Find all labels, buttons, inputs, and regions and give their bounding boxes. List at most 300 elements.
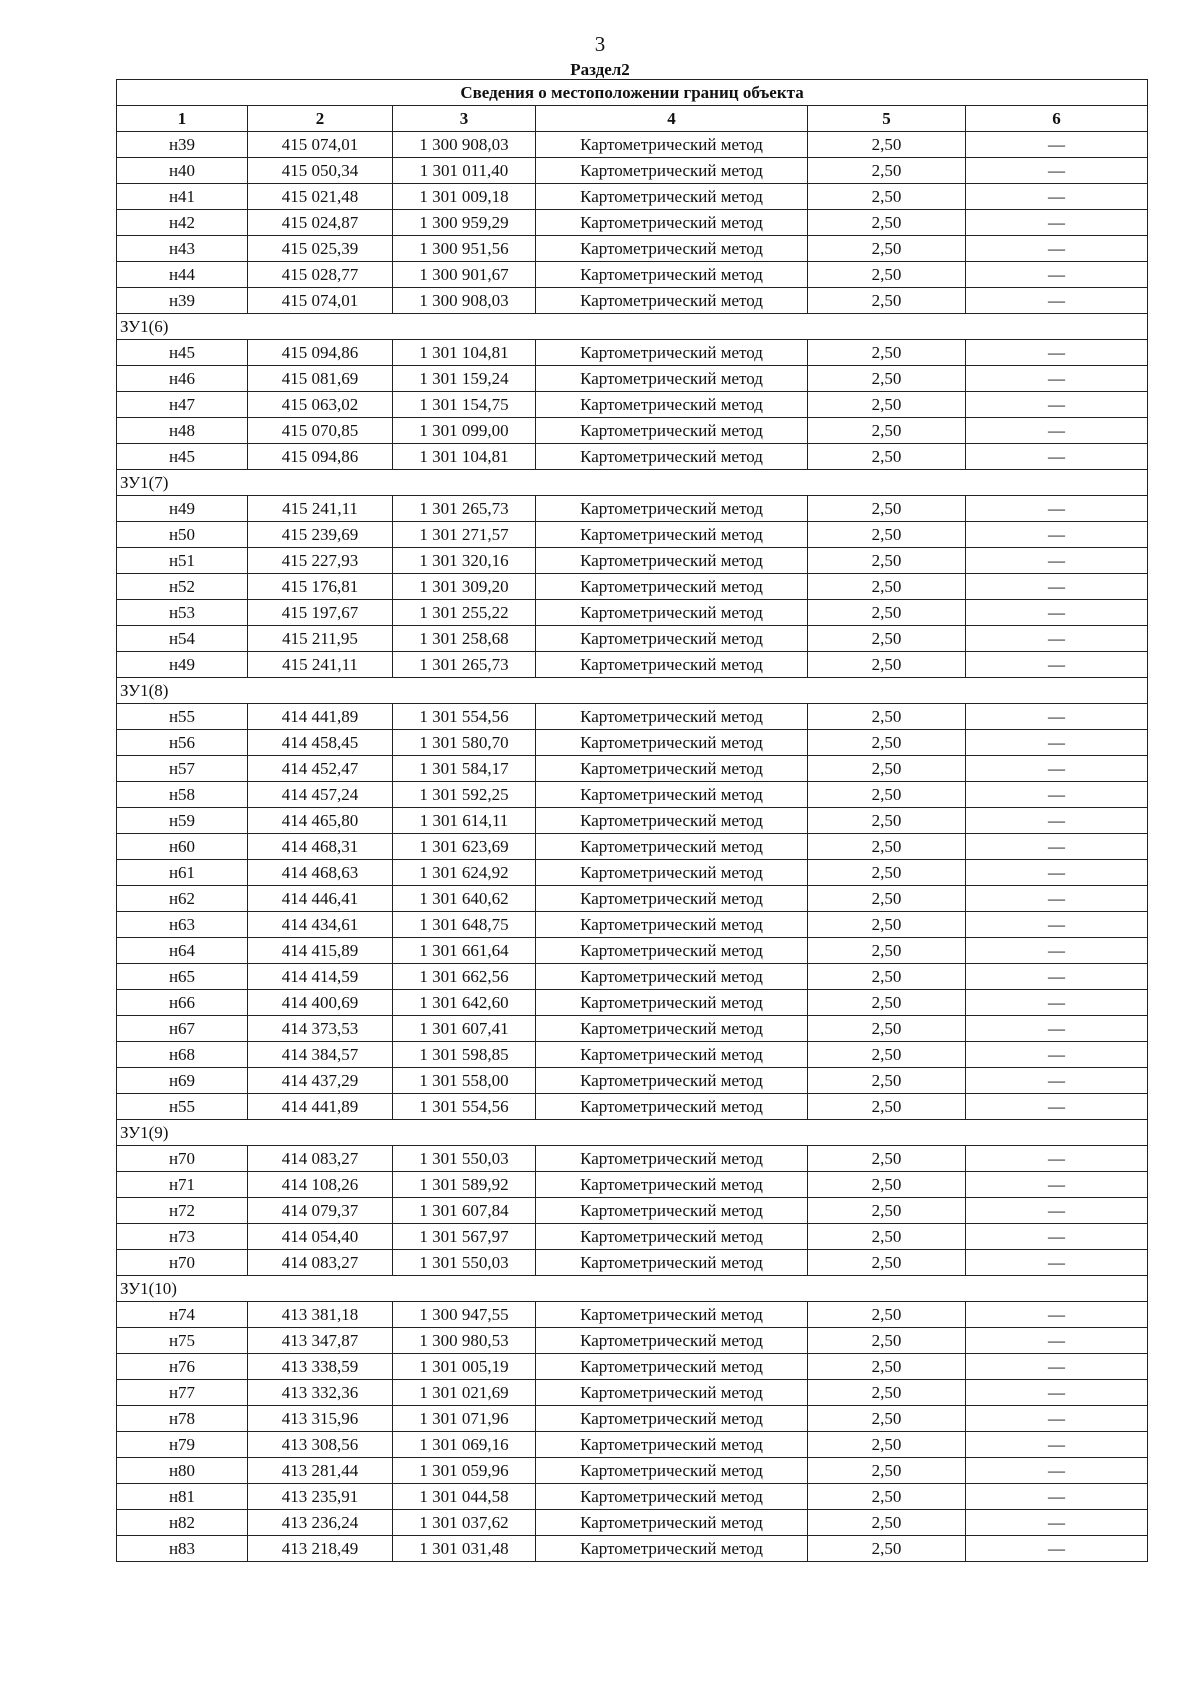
method-cell: Картометрический метод	[536, 210, 808, 236]
precision-cell: 2,50	[808, 1328, 966, 1354]
coordinate-x-cell: 414 083,27	[248, 1250, 393, 1276]
method-cell: Картометрический метод	[536, 600, 808, 626]
point-number-cell: н70	[117, 1146, 248, 1172]
point-number-cell: н43	[117, 236, 248, 262]
precision-cell: 2,50	[808, 1380, 966, 1406]
coordinate-y-cell: 1 301 154,75	[393, 392, 536, 418]
coordinate-y-cell: 1 301 005,19	[393, 1354, 536, 1380]
method-cell: Картометрический метод	[536, 834, 808, 860]
precision-cell: 2,50	[808, 1094, 966, 1120]
method-cell: Картометрический метод	[536, 938, 808, 964]
method-cell: Картометрический метод	[536, 1432, 808, 1458]
precision-cell: 2,50	[808, 652, 966, 678]
coordinate-x-cell: 413 308,56	[248, 1432, 393, 1458]
table-row	[117, 1172, 1148, 1198]
method-cell: Картометрический метод	[536, 626, 808, 652]
point-number-cell: н74	[117, 1302, 248, 1328]
coordinate-x-cell: 415 211,95	[248, 626, 393, 652]
coordinate-y-cell: 1 301 104,81	[393, 340, 536, 366]
table-row	[117, 1458, 1148, 1484]
point-number-cell: н70	[117, 1250, 248, 1276]
point-number-cell: н71	[117, 1172, 248, 1198]
description-cell: —	[966, 392, 1148, 418]
precision-cell: 2,50	[808, 236, 966, 262]
coordinate-y-cell: 1 301 071,96	[393, 1406, 536, 1432]
precision-cell: 2,50	[808, 730, 966, 756]
table-row	[117, 1250, 1148, 1276]
group-label: ЗУ1(7)	[117, 470, 1148, 496]
description-cell: —	[966, 1484, 1148, 1510]
precision-cell: 2,50	[808, 808, 966, 834]
table-row	[117, 392, 1148, 418]
coordinate-y-cell: 1 300 908,03	[393, 132, 536, 158]
table-row	[117, 1484, 1148, 1510]
precision-cell: 2,50	[808, 782, 966, 808]
table-row	[117, 990, 1148, 1016]
description-cell: —	[966, 1302, 1148, 1328]
precision-cell: 2,50	[808, 990, 966, 1016]
point-number-cell: н52	[117, 574, 248, 600]
coordinate-y-cell: 1 301 271,57	[393, 522, 536, 548]
column-header: 4	[536, 106, 808, 132]
coordinate-x-cell: 414 468,31	[248, 834, 393, 860]
point-number-cell: н78	[117, 1406, 248, 1432]
column-header-row	[117, 106, 1148, 132]
coordinate-y-cell: 1 301 607,84	[393, 1198, 536, 1224]
table-body	[117, 80, 1148, 1562]
coordinate-x-cell: 413 338,59	[248, 1354, 393, 1380]
table-row	[117, 418, 1148, 444]
table-row	[117, 288, 1148, 314]
precision-cell: 2,50	[808, 1172, 966, 1198]
column-header: 3	[393, 106, 536, 132]
table-row	[117, 1042, 1148, 1068]
coordinate-x-cell: 414 452,47	[248, 756, 393, 782]
coordinate-y-cell: 1 301 592,25	[393, 782, 536, 808]
coordinate-x-cell: 413 315,96	[248, 1406, 393, 1432]
method-cell: Картометрический метод	[536, 756, 808, 782]
point-number-cell: н67	[117, 1016, 248, 1042]
coordinate-x-cell: 414 437,29	[248, 1068, 393, 1094]
description-cell: —	[966, 626, 1148, 652]
coordinate-x-cell: 414 414,59	[248, 964, 393, 990]
method-cell: Картометрический метод	[536, 1302, 808, 1328]
table-row	[117, 1432, 1148, 1458]
coordinate-y-cell: 1 301 011,40	[393, 158, 536, 184]
coordinate-x-cell: 415 227,93	[248, 548, 393, 574]
coordinate-x-cell: 414 434,61	[248, 912, 393, 938]
page-number: 3	[594, 32, 606, 56]
point-number-cell: н42	[117, 210, 248, 236]
point-number-cell: н63	[117, 912, 248, 938]
coordinate-x-cell: 415 070,85	[248, 418, 393, 444]
precision-cell: 2,50	[808, 912, 966, 938]
precision-cell: 2,50	[808, 1458, 966, 1484]
method-cell: Картометрический метод	[536, 132, 808, 158]
point-number-cell: н76	[117, 1354, 248, 1380]
coordinate-y-cell: 1 300 947,55	[393, 1302, 536, 1328]
table-row	[117, 132, 1148, 158]
precision-cell: 2,50	[808, 1536, 966, 1562]
point-number-cell: н73	[117, 1224, 248, 1250]
method-cell: Картометрический метод	[536, 1510, 808, 1536]
coordinate-y-cell: 1 300 980,53	[393, 1328, 536, 1354]
description-cell: —	[966, 704, 1148, 730]
coordinate-y-cell: 1 301 258,68	[393, 626, 536, 652]
coordinate-x-cell: 414 054,40	[248, 1224, 393, 1250]
coordinate-x-cell: 415 074,01	[248, 288, 393, 314]
coordinate-y-cell: 1 301 624,92	[393, 860, 536, 886]
column-header: 1	[117, 106, 248, 132]
point-number-cell: н62	[117, 886, 248, 912]
coordinate-y-cell: 1 301 554,56	[393, 1094, 536, 1120]
table-row	[117, 236, 1148, 262]
description-cell: —	[966, 1198, 1148, 1224]
description-cell: —	[966, 496, 1148, 522]
precision-cell: 2,50	[808, 1406, 966, 1432]
description-cell: —	[966, 782, 1148, 808]
coordinate-x-cell: 414 373,53	[248, 1016, 393, 1042]
point-number-cell: н45	[117, 444, 248, 470]
column-header: 2	[248, 106, 393, 132]
coordinate-x-cell: 414 415,89	[248, 938, 393, 964]
coordinate-x-cell: 414 458,45	[248, 730, 393, 756]
method-cell: Картометрический метод	[536, 912, 808, 938]
table-row	[117, 340, 1148, 366]
coordinate-y-cell: 1 301 044,58	[393, 1484, 536, 1510]
description-cell: —	[966, 1432, 1148, 1458]
coordinate-x-cell: 415 081,69	[248, 366, 393, 392]
description-cell: —	[966, 652, 1148, 678]
group-label: ЗУ1(6)	[117, 314, 1148, 340]
method-cell: Картометрический метод	[536, 1484, 808, 1510]
point-number-cell: н60	[117, 834, 248, 860]
point-number-cell: н56	[117, 730, 248, 756]
coordinate-y-cell: 1 300 908,03	[393, 288, 536, 314]
coordinate-y-cell: 1 301 640,62	[393, 886, 536, 912]
coordinate-y-cell: 1 301 099,00	[393, 418, 536, 444]
description-cell: —	[966, 1328, 1148, 1354]
precision-cell: 2,50	[808, 522, 966, 548]
description-cell: —	[966, 938, 1148, 964]
method-cell: Картометрический метод	[536, 782, 808, 808]
precision-cell: 2,50	[808, 184, 966, 210]
point-number-cell: н72	[117, 1198, 248, 1224]
group-header-row	[117, 470, 1148, 496]
precision-cell: 2,50	[808, 548, 966, 574]
table-row	[117, 1016, 1148, 1042]
point-number-cell: н59	[117, 808, 248, 834]
coordinate-y-cell: 1 300 901,67	[393, 262, 536, 288]
method-cell: Картометрический метод	[536, 1094, 808, 1120]
table-row	[117, 184, 1148, 210]
coordinate-x-cell: 413 235,91	[248, 1484, 393, 1510]
method-cell: Картометрический метод	[536, 548, 808, 574]
table-row	[117, 730, 1148, 756]
precision-cell: 2,50	[808, 1224, 966, 1250]
description-cell: —	[966, 158, 1148, 184]
description-cell: —	[966, 886, 1148, 912]
description-cell: —	[966, 340, 1148, 366]
table-row	[117, 626, 1148, 652]
precision-cell: 2,50	[808, 1250, 966, 1276]
table-row	[117, 808, 1148, 834]
table-row	[117, 1094, 1148, 1120]
coordinate-x-cell: 415 024,87	[248, 210, 393, 236]
coordinate-x-cell: 414 108,26	[248, 1172, 393, 1198]
point-number-cell: н65	[117, 964, 248, 990]
precision-cell: 2,50	[808, 288, 966, 314]
coordinate-y-cell: 1 301 642,60	[393, 990, 536, 1016]
table-row	[117, 1224, 1148, 1250]
precision-cell: 2,50	[808, 860, 966, 886]
method-cell: Картометрический метод	[536, 1536, 808, 1562]
table-row	[117, 886, 1148, 912]
group-header-row	[117, 678, 1148, 704]
method-cell: Картометрический метод	[536, 704, 808, 730]
method-cell: Картометрический метод	[536, 860, 808, 886]
description-cell: —	[966, 1406, 1148, 1432]
table-row	[117, 652, 1148, 678]
coordinate-y-cell: 1 301 159,24	[393, 366, 536, 392]
coordinate-x-cell: 415 176,81	[248, 574, 393, 600]
point-number-cell: н69	[117, 1068, 248, 1094]
table-row	[117, 444, 1148, 470]
description-cell: —	[966, 990, 1148, 1016]
description-cell: —	[966, 860, 1148, 886]
precision-cell: 2,50	[808, 1042, 966, 1068]
description-cell: —	[966, 418, 1148, 444]
table-row	[117, 262, 1148, 288]
description-cell: —	[966, 1016, 1148, 1042]
group-header-row	[117, 314, 1148, 340]
precision-cell: 2,50	[808, 600, 966, 626]
precision-cell: 2,50	[808, 1198, 966, 1224]
description-cell: —	[966, 1094, 1148, 1120]
precision-cell: 2,50	[808, 158, 966, 184]
method-cell: Картометрический метод	[536, 1328, 808, 1354]
method-cell: Картометрический метод	[536, 1042, 808, 1068]
boundary-coordinates-table	[116, 79, 1148, 1562]
precision-cell: 2,50	[808, 392, 966, 418]
point-number-cell: н40	[117, 158, 248, 184]
precision-cell: 2,50	[808, 1146, 966, 1172]
precision-cell: 2,50	[808, 574, 966, 600]
point-number-cell: н57	[117, 756, 248, 782]
point-number-cell: н54	[117, 626, 248, 652]
description-cell: —	[966, 288, 1148, 314]
group-header-row	[117, 1276, 1148, 1302]
table-row	[117, 912, 1148, 938]
method-cell: Картометрический метод	[536, 366, 808, 392]
description-cell: —	[966, 964, 1148, 990]
method-cell: Картометрический метод	[536, 1068, 808, 1094]
precision-cell: 2,50	[808, 210, 966, 236]
description-cell: —	[966, 1172, 1148, 1198]
point-number-cell: н50	[117, 522, 248, 548]
precision-cell: 2,50	[808, 366, 966, 392]
coordinate-y-cell: 1 301 648,75	[393, 912, 536, 938]
table-row	[117, 1406, 1148, 1432]
point-number-cell: н58	[117, 782, 248, 808]
method-cell: Картометрический метод	[536, 1380, 808, 1406]
method-cell: Картометрический метод	[536, 990, 808, 1016]
method-cell: Картометрический метод	[536, 262, 808, 288]
precision-cell: 2,50	[808, 756, 966, 782]
point-number-cell: н51	[117, 548, 248, 574]
coordinate-y-cell: 1 301 558,00	[393, 1068, 536, 1094]
method-cell: Картометрический метод	[536, 158, 808, 184]
table-row	[117, 1354, 1148, 1380]
coordinate-y-cell: 1 301 009,18	[393, 184, 536, 210]
description-cell: —	[966, 1536, 1148, 1562]
coordinate-x-cell: 415 241,11	[248, 652, 393, 678]
method-cell: Картометрический метод	[536, 574, 808, 600]
coordinate-x-cell: 414 441,89	[248, 704, 393, 730]
table-row	[117, 860, 1148, 886]
description-cell: —	[966, 756, 1148, 782]
table-row	[117, 522, 1148, 548]
method-cell: Картометрический метод	[536, 1016, 808, 1042]
table-row	[117, 210, 1148, 236]
precision-cell: 2,50	[808, 340, 966, 366]
coordinate-y-cell: 1 301 265,73	[393, 496, 536, 522]
coordinate-x-cell: 414 384,57	[248, 1042, 393, 1068]
point-number-cell: н41	[117, 184, 248, 210]
table-row	[117, 600, 1148, 626]
point-number-cell: н39	[117, 288, 248, 314]
coordinate-y-cell: 1 301 614,11	[393, 808, 536, 834]
description-cell: —	[966, 912, 1148, 938]
table-row	[117, 834, 1148, 860]
group-header-row	[117, 1120, 1148, 1146]
point-number-cell: н81	[117, 1484, 248, 1510]
description-cell: —	[966, 366, 1148, 392]
point-number-cell: н53	[117, 600, 248, 626]
point-number-cell: н44	[117, 262, 248, 288]
coordinate-x-cell: 415 094,86	[248, 340, 393, 366]
coordinate-y-cell: 1 301 598,85	[393, 1042, 536, 1068]
method-cell: Картометрический метод	[536, 1250, 808, 1276]
group-label: ЗУ1(9)	[117, 1120, 1148, 1146]
coordinate-x-cell: 415 025,39	[248, 236, 393, 262]
method-cell: Картометрический метод	[536, 522, 808, 548]
precision-cell: 2,50	[808, 132, 966, 158]
description-cell: —	[966, 444, 1148, 470]
table-caption-row	[117, 80, 1148, 106]
table-row	[117, 574, 1148, 600]
description-cell: —	[966, 1042, 1148, 1068]
table-row	[117, 366, 1148, 392]
table-row	[117, 1302, 1148, 1328]
description-cell: —	[966, 210, 1148, 236]
description-cell: —	[966, 1224, 1148, 1250]
point-number-cell: н75	[117, 1328, 248, 1354]
precision-cell: 2,50	[808, 964, 966, 990]
method-cell: Картометрический метод	[536, 288, 808, 314]
table-row	[117, 964, 1148, 990]
precision-cell: 2,50	[808, 886, 966, 912]
coordinate-y-cell: 1 301 661,64	[393, 938, 536, 964]
coordinate-x-cell: 413 381,18	[248, 1302, 393, 1328]
description-cell: —	[966, 600, 1148, 626]
coordinate-y-cell: 1 301 589,92	[393, 1172, 536, 1198]
coordinate-y-cell: 1 301 662,56	[393, 964, 536, 990]
coordinate-x-cell: 415 063,02	[248, 392, 393, 418]
method-cell: Картометрический метод	[536, 886, 808, 912]
coordinate-y-cell: 1 301 059,96	[393, 1458, 536, 1484]
coordinate-x-cell: 415 094,86	[248, 444, 393, 470]
column-header: 5	[808, 106, 966, 132]
precision-cell: 2,50	[808, 1432, 966, 1458]
coordinate-y-cell: 1 301 265,73	[393, 652, 536, 678]
method-cell: Картометрический метод	[536, 1172, 808, 1198]
description-cell: —	[966, 808, 1148, 834]
point-number-cell: н77	[117, 1380, 248, 1406]
description-cell: —	[966, 132, 1148, 158]
coordinate-x-cell: 414 468,63	[248, 860, 393, 886]
coordinate-x-cell: 414 079,37	[248, 1198, 393, 1224]
coordinate-x-cell: 415 239,69	[248, 522, 393, 548]
precision-cell: 2,50	[808, 834, 966, 860]
coordinate-x-cell: 414 465,80	[248, 808, 393, 834]
coordinate-y-cell: 1 300 959,29	[393, 210, 536, 236]
method-cell: Картометрический метод	[536, 392, 808, 418]
precision-cell: 2,50	[808, 496, 966, 522]
point-number-cell: н39	[117, 132, 248, 158]
description-cell: —	[966, 1250, 1148, 1276]
description-cell: —	[966, 730, 1148, 756]
point-number-cell: н55	[117, 1094, 248, 1120]
point-number-cell: н80	[117, 1458, 248, 1484]
table-caption: Сведения о местоположении границ объекта	[117, 80, 1148, 106]
coordinate-y-cell: 1 301 554,56	[393, 704, 536, 730]
coordinate-x-cell: 415 074,01	[248, 132, 393, 158]
coordinate-y-cell: 1 301 320,16	[393, 548, 536, 574]
column-header: 6	[966, 106, 1148, 132]
precision-cell: 2,50	[808, 1068, 966, 1094]
precision-cell: 2,50	[808, 938, 966, 964]
coordinate-x-cell: 413 218,49	[248, 1536, 393, 1562]
table-row	[117, 496, 1148, 522]
precision-cell: 2,50	[808, 1484, 966, 1510]
method-cell: Картометрический метод	[536, 730, 808, 756]
coordinate-y-cell: 1 301 255,22	[393, 600, 536, 626]
coordinate-y-cell: 1 301 104,81	[393, 444, 536, 470]
table-row	[117, 938, 1148, 964]
coordinate-x-cell: 415 241,11	[248, 496, 393, 522]
coordinate-y-cell: 1 301 623,69	[393, 834, 536, 860]
table-row	[117, 704, 1148, 730]
point-number-cell: н66	[117, 990, 248, 1016]
description-cell: —	[966, 236, 1148, 262]
point-number-cell: н61	[117, 860, 248, 886]
point-number-cell: н83	[117, 1536, 248, 1562]
method-cell: Картометрический метод	[536, 444, 808, 470]
method-cell: Картометрический метод	[536, 236, 808, 262]
description-cell: —	[966, 1354, 1148, 1380]
description-cell: —	[966, 1510, 1148, 1536]
coordinate-x-cell: 414 457,24	[248, 782, 393, 808]
method-cell: Картометрический метод	[536, 1406, 808, 1432]
method-cell: Картометрический метод	[536, 964, 808, 990]
description-cell: —	[966, 184, 1148, 210]
precision-cell: 2,50	[808, 704, 966, 730]
precision-cell: 2,50	[808, 626, 966, 652]
precision-cell: 2,50	[808, 418, 966, 444]
point-number-cell: н64	[117, 938, 248, 964]
coordinate-y-cell: 1 301 037,62	[393, 1510, 536, 1536]
